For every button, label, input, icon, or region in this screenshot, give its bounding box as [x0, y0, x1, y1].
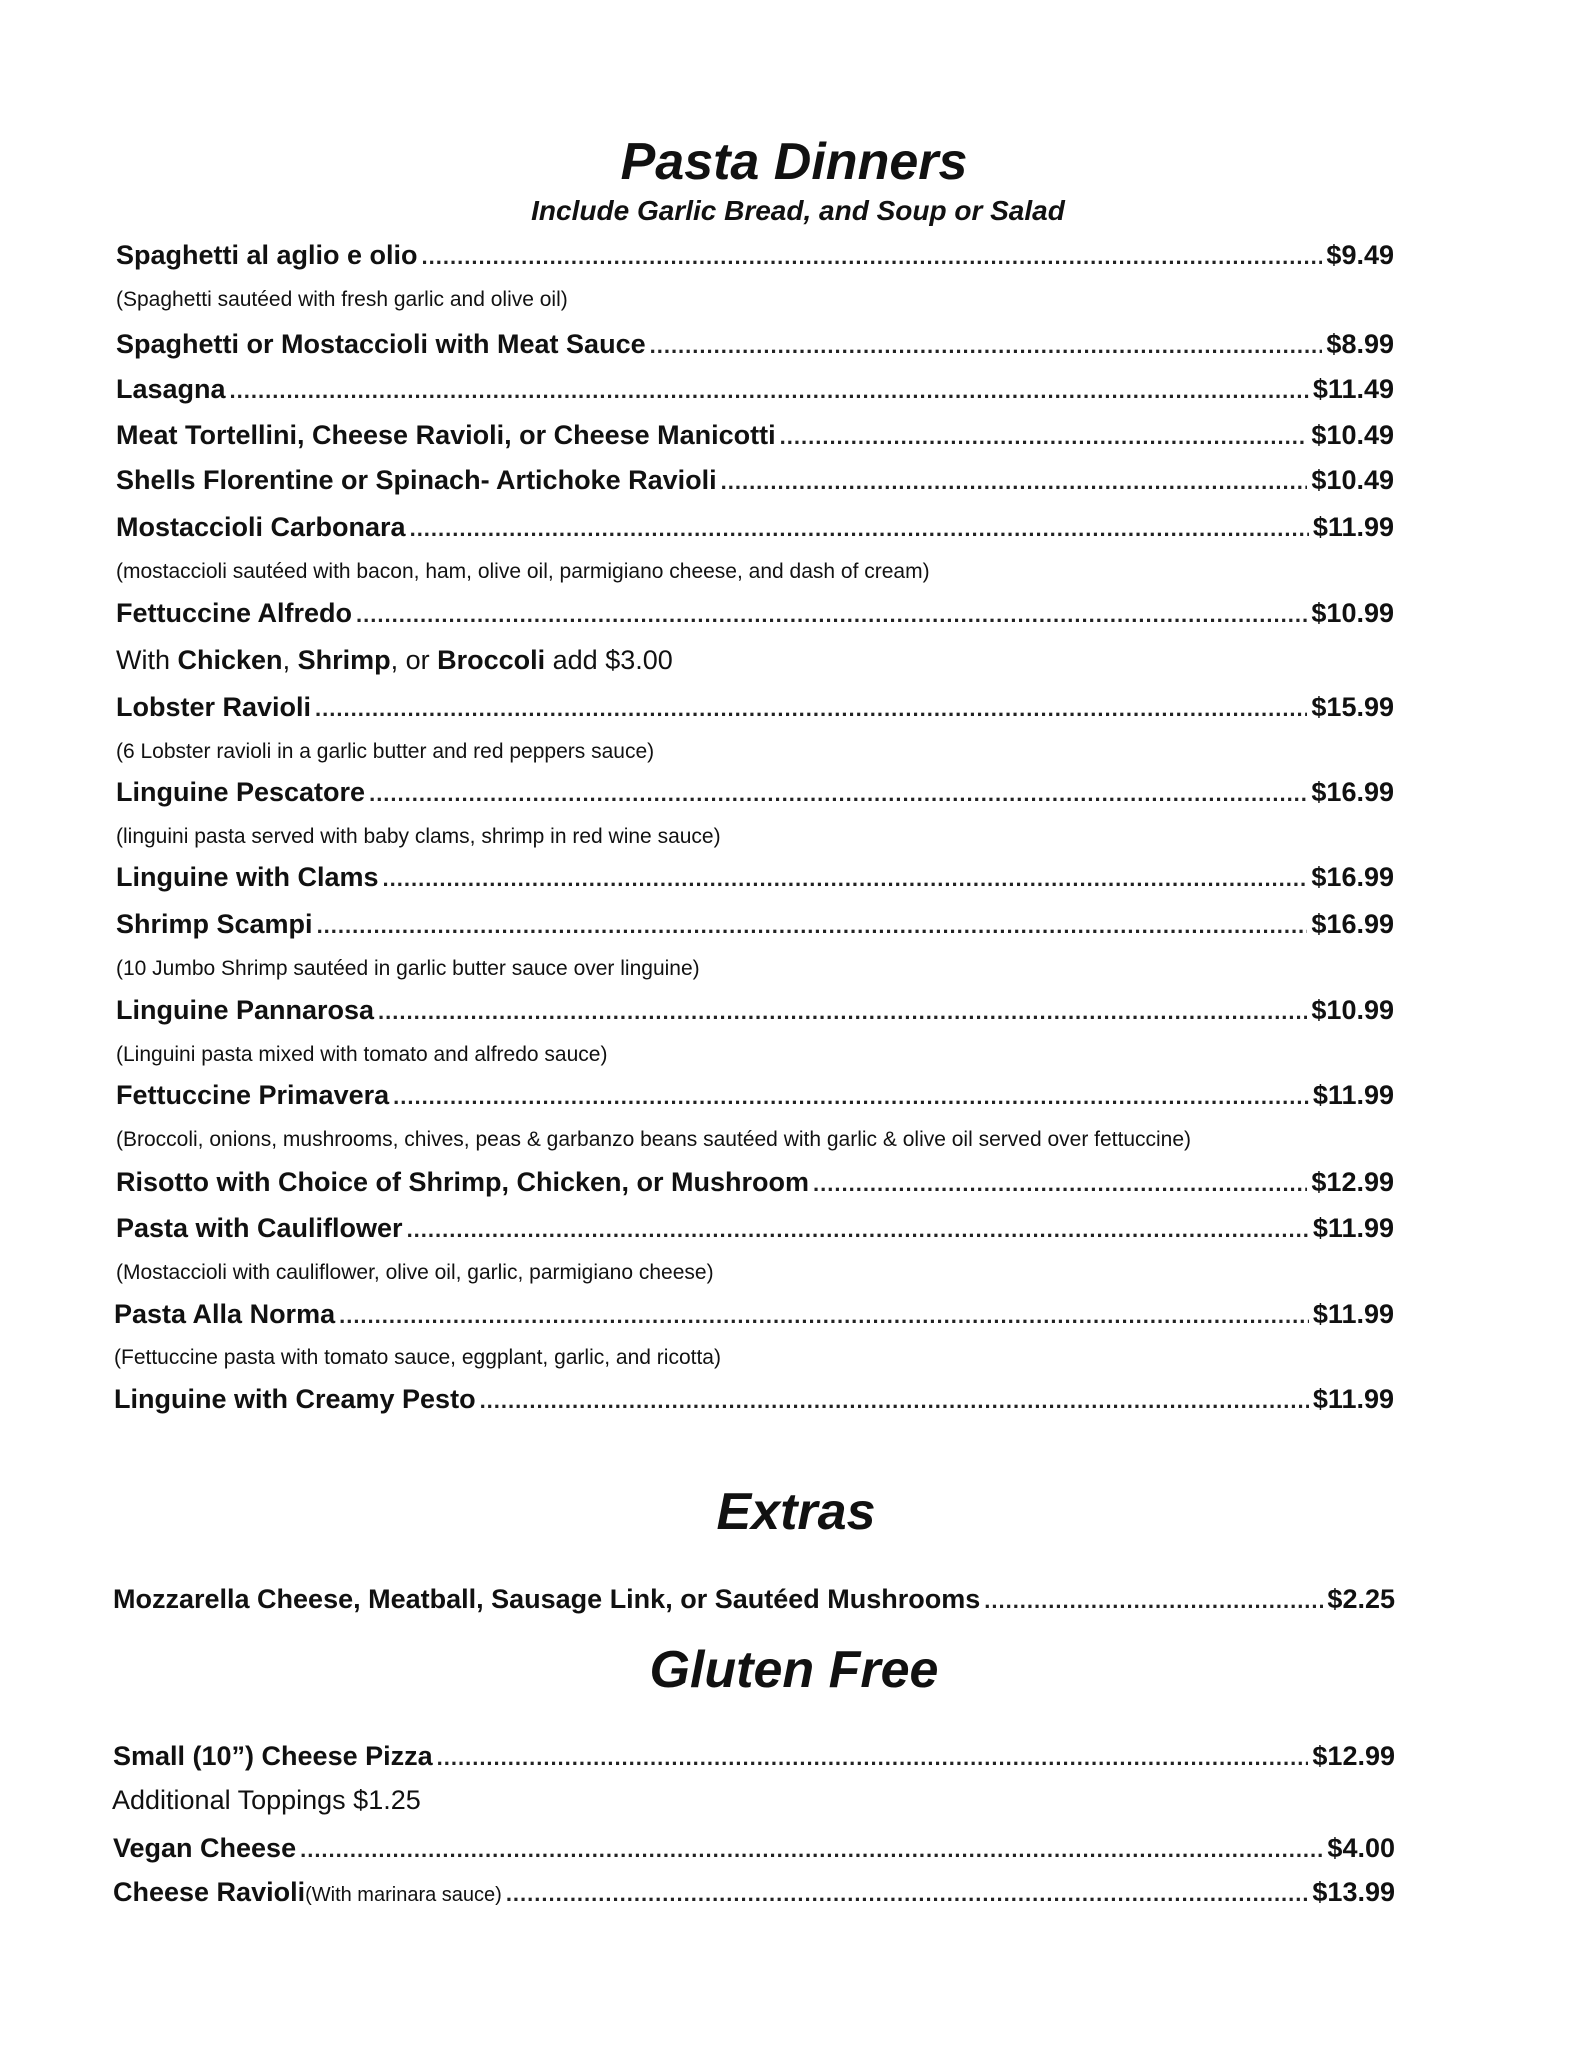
addon-separator: , or: [390, 645, 438, 675]
menu-item: [113, 1833, 1395, 1864]
leader-dots: [650, 333, 1323, 359]
item-price: $10.49: [1311, 465, 1394, 495]
menu-item: [116, 692, 1394, 723]
leader-dots: [984, 1588, 1323, 1614]
leader-dots: [410, 516, 1309, 542]
item-price: $11.99: [1312, 1384, 1394, 1414]
item-price: $16.99: [1311, 909, 1394, 939]
gluten-free-title: Gluten Free: [649, 1641, 939, 1699]
item-description: (10 Jumbo Shrimp sautéed in garlic butter sauce over linguine): [116, 957, 700, 980]
item-name: Vegan Cheese: [113, 1833, 297, 1863]
menu-item: [114, 1384, 1394, 1415]
menu-item: [116, 777, 1394, 808]
item-price: $9.49: [1326, 240, 1394, 270]
menu-item: [116, 512, 1394, 543]
item-description: (linguini pasta served with baby clams, shrimp in red wine sauce): [116, 825, 721, 848]
leader-dots: [480, 1388, 1309, 1414]
item-name: Spaghetti or Mostaccioli with Meat Sauce: [116, 329, 646, 359]
item-price: $11.99: [1312, 1299, 1394, 1329]
item-name: Shells Florentine or Spinach- Artichoke Ravioli: [116, 465, 717, 495]
menu-item: [116, 1080, 1394, 1111]
item-price: $16.99: [1311, 777, 1394, 807]
item-description: (Broccoli, onions, mushrooms, chives, peas & garbanzo beans sautéed with garlic & olive oil served over fettuccine): [116, 1128, 1192, 1151]
item-price: $11.99: [1312, 512, 1394, 542]
item-price: $10.49: [1311, 420, 1394, 450]
pasta-dinners-subtitle: Include Garlic Bread, and Soup or Salad: [531, 195, 1065, 226]
addon-suffix: add $3.00: [545, 645, 673, 675]
leader-dots: [721, 469, 1308, 495]
menu-item: [116, 420, 1394, 451]
item-price: $10.99: [1311, 598, 1394, 628]
item-name: Lasagna: [116, 374, 226, 404]
item-name: Linguine Pescatore: [116, 777, 366, 807]
item-price: $4.00: [1327, 1833, 1395, 1863]
item-name: Pasta with Cauliflower: [116, 1213, 403, 1243]
leader-dots: [506, 1881, 1309, 1907]
menu-item: [113, 1741, 1395, 1772]
leader-dots: [378, 999, 1307, 1025]
leader-dots: [230, 378, 1309, 404]
item-price: $13.99: [1312, 1877, 1395, 1907]
addon-broccoli: Broccoli: [437, 645, 546, 675]
item-price: $2.25: [1327, 1584, 1395, 1614]
menu-item: [116, 374, 1394, 405]
item-name: Linguine Pannarosa: [116, 995, 375, 1025]
leader-dots: [317, 913, 1308, 939]
item-description: (6 Lobster ravioli in a garlic butter and red peppers sauce): [116, 740, 655, 763]
menu-item: [113, 1584, 1395, 1615]
leader-dots: [383, 866, 1308, 892]
item-name: Mozzarella Cheese, Meatball, Sausage Link, or Sautéed Mushrooms: [113, 1584, 981, 1614]
leader-dots: [813, 1171, 1307, 1197]
leader-dots: [407, 1217, 1309, 1243]
menu-item: [116, 995, 1394, 1026]
menu-item: [113, 1877, 1395, 1908]
pasta-dinners-title: Pasta Dinners: [620, 133, 968, 191]
leader-dots: [356, 602, 1307, 628]
menu-item: [114, 1299, 1394, 1330]
item-description: (Spaghetti sautéed with fresh garlic and olive oil): [116, 288, 568, 311]
leader-dots: [422, 244, 1323, 270]
item-price: $12.99: [1312, 1741, 1395, 1771]
item-description: (Linguini pasta mixed with tomato and alfredo sauce): [116, 1043, 608, 1066]
item-name: Fettuccine Primavera: [116, 1080, 390, 1110]
menu-item: [116, 1167, 1394, 1198]
alfredo-addon-note: [116, 645, 673, 676]
item-name: Small (10”) Cheese Pizza: [113, 1741, 433, 1771]
menu-item: [116, 862, 1394, 893]
item-name: Linguine with Clams: [116, 862, 379, 892]
leader-dots: [300, 1837, 1323, 1863]
item-name: Shrimp Scampi: [116, 909, 313, 939]
leader-dots: [393, 1084, 1309, 1110]
item-price: $11.99: [1312, 1213, 1394, 1243]
item-description: (Mostaccioli with cauliflower, olive oil, garlic, parmigiano cheese): [116, 1261, 714, 1284]
item-description: (mostaccioli sautéed with bacon, ham, olive oil, parmigiano cheese, and dash of cream): [116, 560, 930, 583]
item-price: $10.99: [1311, 995, 1394, 1025]
menu-item: [116, 465, 1394, 496]
leader-dots: [369, 781, 1307, 807]
menu-item: [116, 909, 1394, 940]
extras-title: Extras: [716, 1483, 876, 1541]
item-name: Lobster Ravioli: [116, 692, 312, 722]
menu-item: [116, 598, 1394, 629]
item-price: $11.49: [1312, 374, 1394, 404]
item-note: (With marinara sauce): [305, 1884, 502, 1906]
item-price: $16.99: [1311, 862, 1394, 892]
item-name: Spaghetti al aglio e olio: [116, 240, 418, 270]
leader-dots: [339, 1303, 1309, 1329]
item-price: $15.99: [1311, 692, 1394, 722]
addon-shrimp: Shrimp: [297, 645, 391, 675]
leader-dots: [780, 424, 1308, 450]
item-name: Meat Tortellini, Cheese Ravioli, or Cheese Manicotti: [116, 420, 776, 450]
menu-item: [116, 329, 1394, 360]
leader-dots: [315, 696, 1307, 722]
addon-chicken: Chicken: [177, 645, 283, 675]
addon-separator: ,: [282, 645, 298, 675]
item-name: Mostaccioli Carbonara: [116, 512, 406, 542]
item-price: $12.99: [1311, 1167, 1394, 1197]
item-price: $11.99: [1312, 1080, 1394, 1110]
addon-prefix: With: [116, 645, 178, 675]
item-name: Pasta Alla Norma: [114, 1299, 336, 1329]
menu-item: [116, 1213, 1394, 1244]
leader-dots: [437, 1745, 1309, 1771]
item-price: $8.99: [1326, 329, 1394, 359]
menu-item: [116, 240, 1394, 271]
item-description: (Fettuccine pasta with tomato sauce, eggplant, garlic, and ricotta): [114, 1346, 721, 1369]
item-name: Fettuccine Alfredo: [116, 598, 353, 628]
item-name: Cheese Ravioli: [113, 1877, 306, 1907]
toppings-note: Additional Toppings $1.25: [112, 1785, 421, 1815]
item-name: Risotto with Choice of Shrimp, Chicken, or Mushroom: [116, 1167, 810, 1197]
item-name: Linguine with Creamy Pesto: [114, 1384, 476, 1414]
